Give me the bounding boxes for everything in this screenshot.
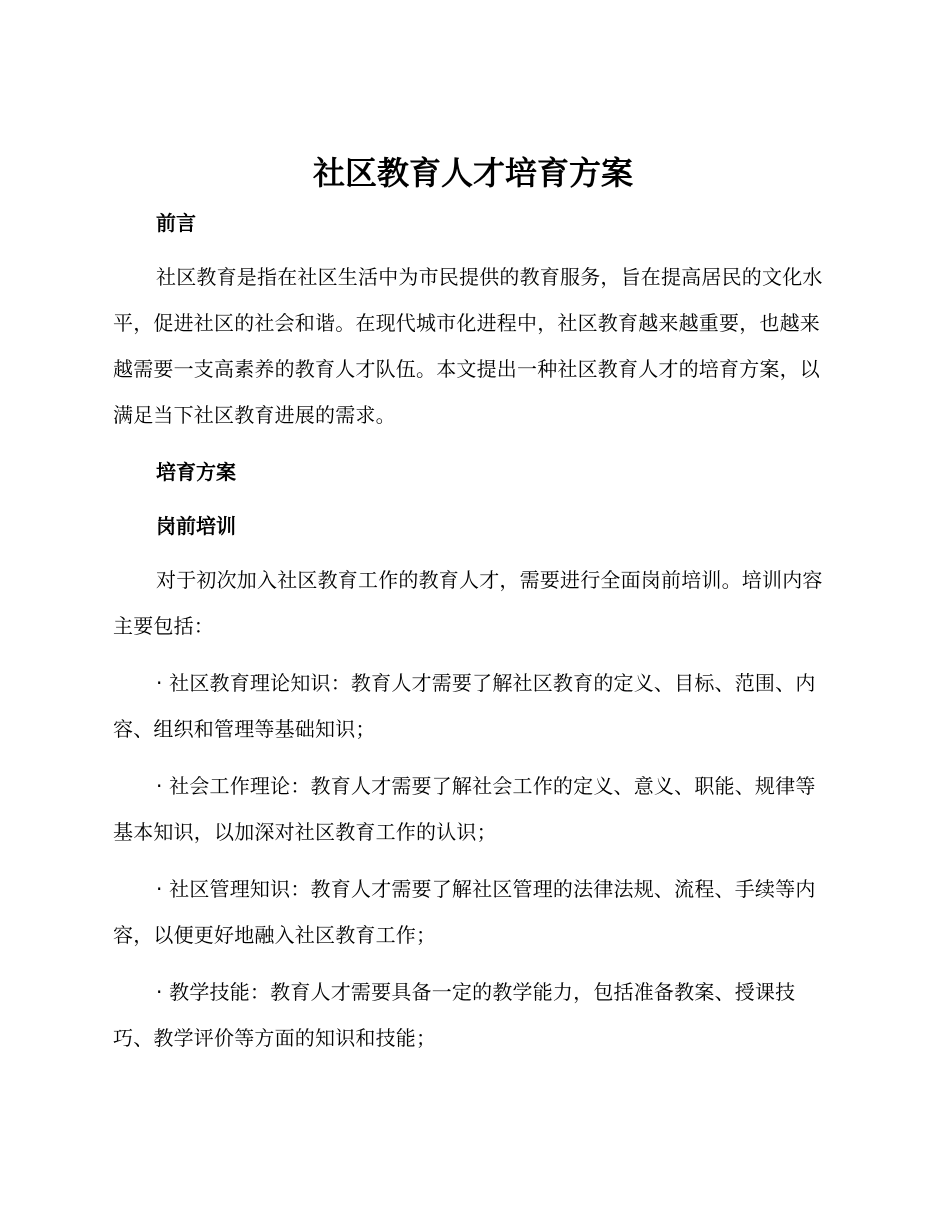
list-item-community-education-theory: · 社区教育理论知识：教育人才需要了解社区教育的定义、目标、范围、内容、组织和管理等基础知识； xyxy=(113,671,816,741)
list-item-social-work-theory: · 社会工作理论：教育人才需要了解社会工作的定义、意义、职能、规律等基本知识，以加深对社区教育工作的认识； xyxy=(113,774,816,844)
section-heading-preface: 前言 xyxy=(156,211,196,235)
paragraph-preface: 社区教育是指在社区生活中为市民提供的教育服务，旨在提高居民的文化水平，促进社区的社会和谐。在现代城市化进程中，社区教育越来越重要，也越来越需要一支高素养的教育人才队伍。本文提出一种社区教育人才的培育方案，以满足当下社区教育进展的需求。 xyxy=(113,265,823,427)
list-item-teaching-skills: · 教学技能：教育人才需要具备一定的教学能力，包括准备教案、授课技巧、教学评价等方面的知识和技能； xyxy=(113,980,796,1050)
list-item-community-management: · 社区管理知识：教育人才需要了解社区管理的法律法规、流程、手续等内容，以便更好地融入社区教育工作； xyxy=(113,877,816,947)
paragraph-training-intro: 对于初次加入社区教育工作的教育人才，需要进行全面岗前培训。培训内容主要包括： xyxy=(113,568,823,638)
section-heading-plan: 培育方案 xyxy=(156,460,236,484)
document-title: 社区教育人才培育方案 xyxy=(312,154,633,192)
document-page xyxy=(113,148,833,1072)
subsection-heading-pre-job-training: 岗前培训 xyxy=(156,514,236,538)
